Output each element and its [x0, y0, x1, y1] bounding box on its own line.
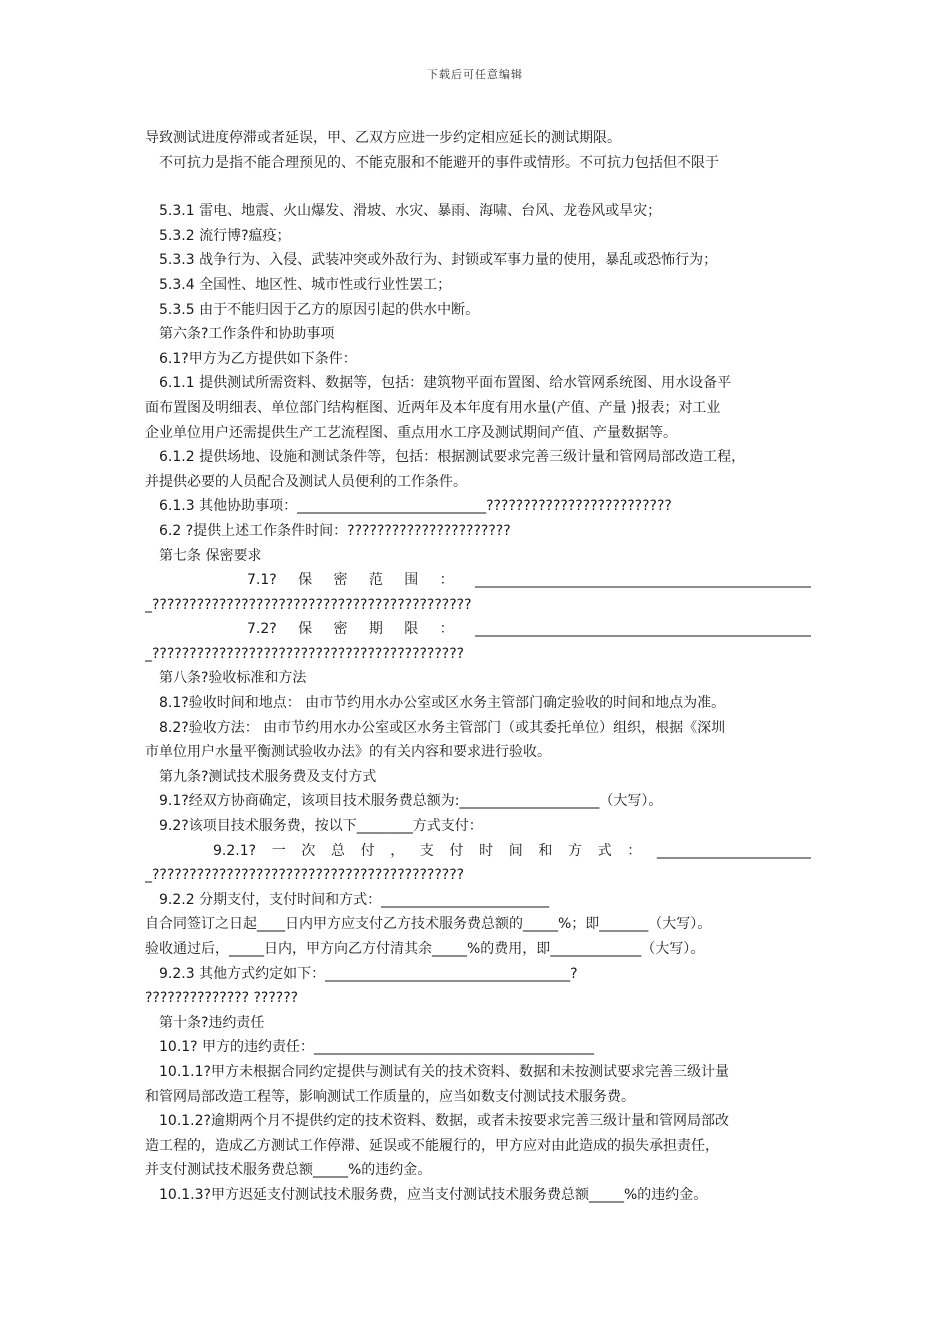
paragraph-line: _?????????????????????????????????????????? — [145, 867, 465, 884]
paragraph-line: 企业单位用户还需提供生产工艺流程图、重点用水工序及测试期间产值、产量数据等。 — [145, 424, 677, 441]
clause-9-2-2: 9.2.2 分期支付，支付时间和方式：________________________ — [159, 891, 550, 908]
paragraph-line: 验收通过后，_____日内，甲方向乙方付清其余_____%的费用，即_____________（大写）。 — [145, 941, 705, 957]
document-body — [145, 126, 811, 1208]
paragraph-line: 并提供必要的人员配合及测试人员便利的工作条件。 — [145, 473, 467, 490]
blank-line — [145, 175, 811, 199]
clause-10-1-3: 10.1.3?甲方迟延支付测试技术服务费，应当支付测试技术服务费总额_____%的违约金。 — [159, 1186, 708, 1203]
paragraph-line: 自合同签订之日起____日内甲方应支付乙方技术服务费总额的_____%；即_______（大写）。 — [145, 916, 712, 933]
blank-field: ______________________ — [656, 842, 811, 859]
article-9-heading: 第九条?测试技术服务费及支付方式 — [159, 768, 377, 785]
clause-6-1-2: 6.1.2 提供场地、设施和测试条件等，包括：根据测试要求完善三级计量和管网局部改造工程， — [159, 449, 746, 466]
clause-5-3-2: 5.3.2 流行博?瘟疫； — [159, 227, 291, 244]
clause-6-1-3: 6.1.3 其他协助事项：___________________________????????????????????????? — [159, 498, 672, 515]
clause-8-2: 8.2?验收方法： 由市节约用水办公室或区水务主管部门（或其委托单位）组织，根据《深圳 — [159, 719, 726, 736]
clause-10-1-2: 10.1.2?逾期两个月不提供约定的技术资料、数据，或者未按要求完善三级计量和管网局部改 — [159, 1113, 729, 1130]
blank-field: ________________________________________________ — [474, 572, 811, 589]
paragraph-line: ?????????????? ?????? — [145, 990, 299, 1007]
clause-10-1: 10.1? 甲方的违约责任：________________________________________ — [159, 1039, 595, 1056]
paragraph-line: 不可抗力是指不能合理预见的、不能克服和不能避开的事件或情形。不可抗力包括但不限于 — [159, 154, 719, 171]
article-10-heading: 第十条?违约责任 — [159, 1014, 265, 1031]
article-6-heading: 第六条?工作条件和协助事项 — [159, 326, 335, 343]
article-7-heading: 第七条 保密要求 — [159, 547, 262, 564]
clause-8-1: 8.1?验收时间和地点： 由市节约用水办公室或区水务主管部门确定验收的时间和地点为准。 — [159, 695, 726, 712]
clause-10-1-1: 10.1.1?甲方未根据合同约定提供与测试有关的技术资料、数据和未按测试要求完善三级计量 — [159, 1063, 729, 1080]
clause-7-2: 7.2? 保 密 期 限 ： ________________________________________________ — [145, 617, 811, 642]
clause-6-1: 6.1?甲方为乙方提供如下条件： — [159, 350, 357, 367]
paragraph-line: _??????????????????????????????????????????? — [145, 596, 472, 613]
clause-9-2-1: 9.2.1? 一 次 总 付 ， 支 付 时 间 和 方 式 ： ______________________ — [145, 839, 811, 864]
paragraph-line: 造工程的，造成乙方测试工作停滞、延误或不能履行的，甲方应对由此造成的损失承担责任， — [145, 1137, 719, 1154]
clause-9-1: 9.1?经双方协商确定，该项目技术服务费总额为:____________________（大写）。 — [159, 793, 663, 810]
paragraph-line: _?????????????????????????????????????????? — [145, 645, 465, 662]
clause-9-2: 9.2?该项目技术服务费，按以下________方式支付： — [159, 818, 483, 835]
paragraph-line: 市单位用户水量平衡测试验收办法》的有关内容和要求进行验收。 — [145, 744, 551, 761]
clause-5-3-5: 5.3.5 由于不能归因于乙方的原因引起的供水中断。 — [159, 301, 480, 318]
clause-9-2-3: 9.2.3 其他方式约定如下：___________________________________? — [159, 965, 578, 982]
clause-7-1: 7.1? 保 密 范 围 ： ________________________________________________ — [145, 568, 811, 593]
clause-5-3-4: 5.3.4 全国性、地区性、城市性或行业性罢工； — [159, 276, 452, 293]
paragraph-line: 面布置图及明细表、单位部门结构框图、近两年及本年度有用水量(产值、产量 )报表；对工业 — [145, 399, 721, 416]
clause-5-3-3: 5.3.3 战争行为、入侵、武装冲突或外敌行为、封锁或军事力量的使用，暴乱或恐怖行为； — [159, 252, 718, 269]
paragraph-line: 并支付测试技术服务费总额_____%的违约金。 — [145, 1162, 432, 1179]
clause-5-3-1: 5.3.1 雷电、地震、火山爆发、滑坡、水灾、暴雨、海啸、台风、龙卷风或旱灾； — [159, 203, 662, 220]
article-8-heading: 第八条?验收标准和方法 — [159, 670, 307, 687]
clause-6-1-1: 6.1.1 提供测试所需资料、数据等，包括：建筑物平面布置图、给水管网系统图、用水设备平 — [159, 375, 732, 392]
clause-6-2: 6.2 ?提供上述工作条件时间：?????????????????????? — [159, 522, 511, 539]
paragraph-line: 导致测试进度停滞或者延误，甲、乙双方应进一步约定相应延长的测试期限。 — [145, 130, 621, 146]
page-header: 下载后可任意编辑 — [427, 68, 523, 81]
paragraph-line: 和管网局部改造工程等，影响测试工作质量的，应当如数支付测试技术服务费。 — [145, 1088, 635, 1105]
blank-field: ________________________________________________ — [474, 621, 811, 638]
